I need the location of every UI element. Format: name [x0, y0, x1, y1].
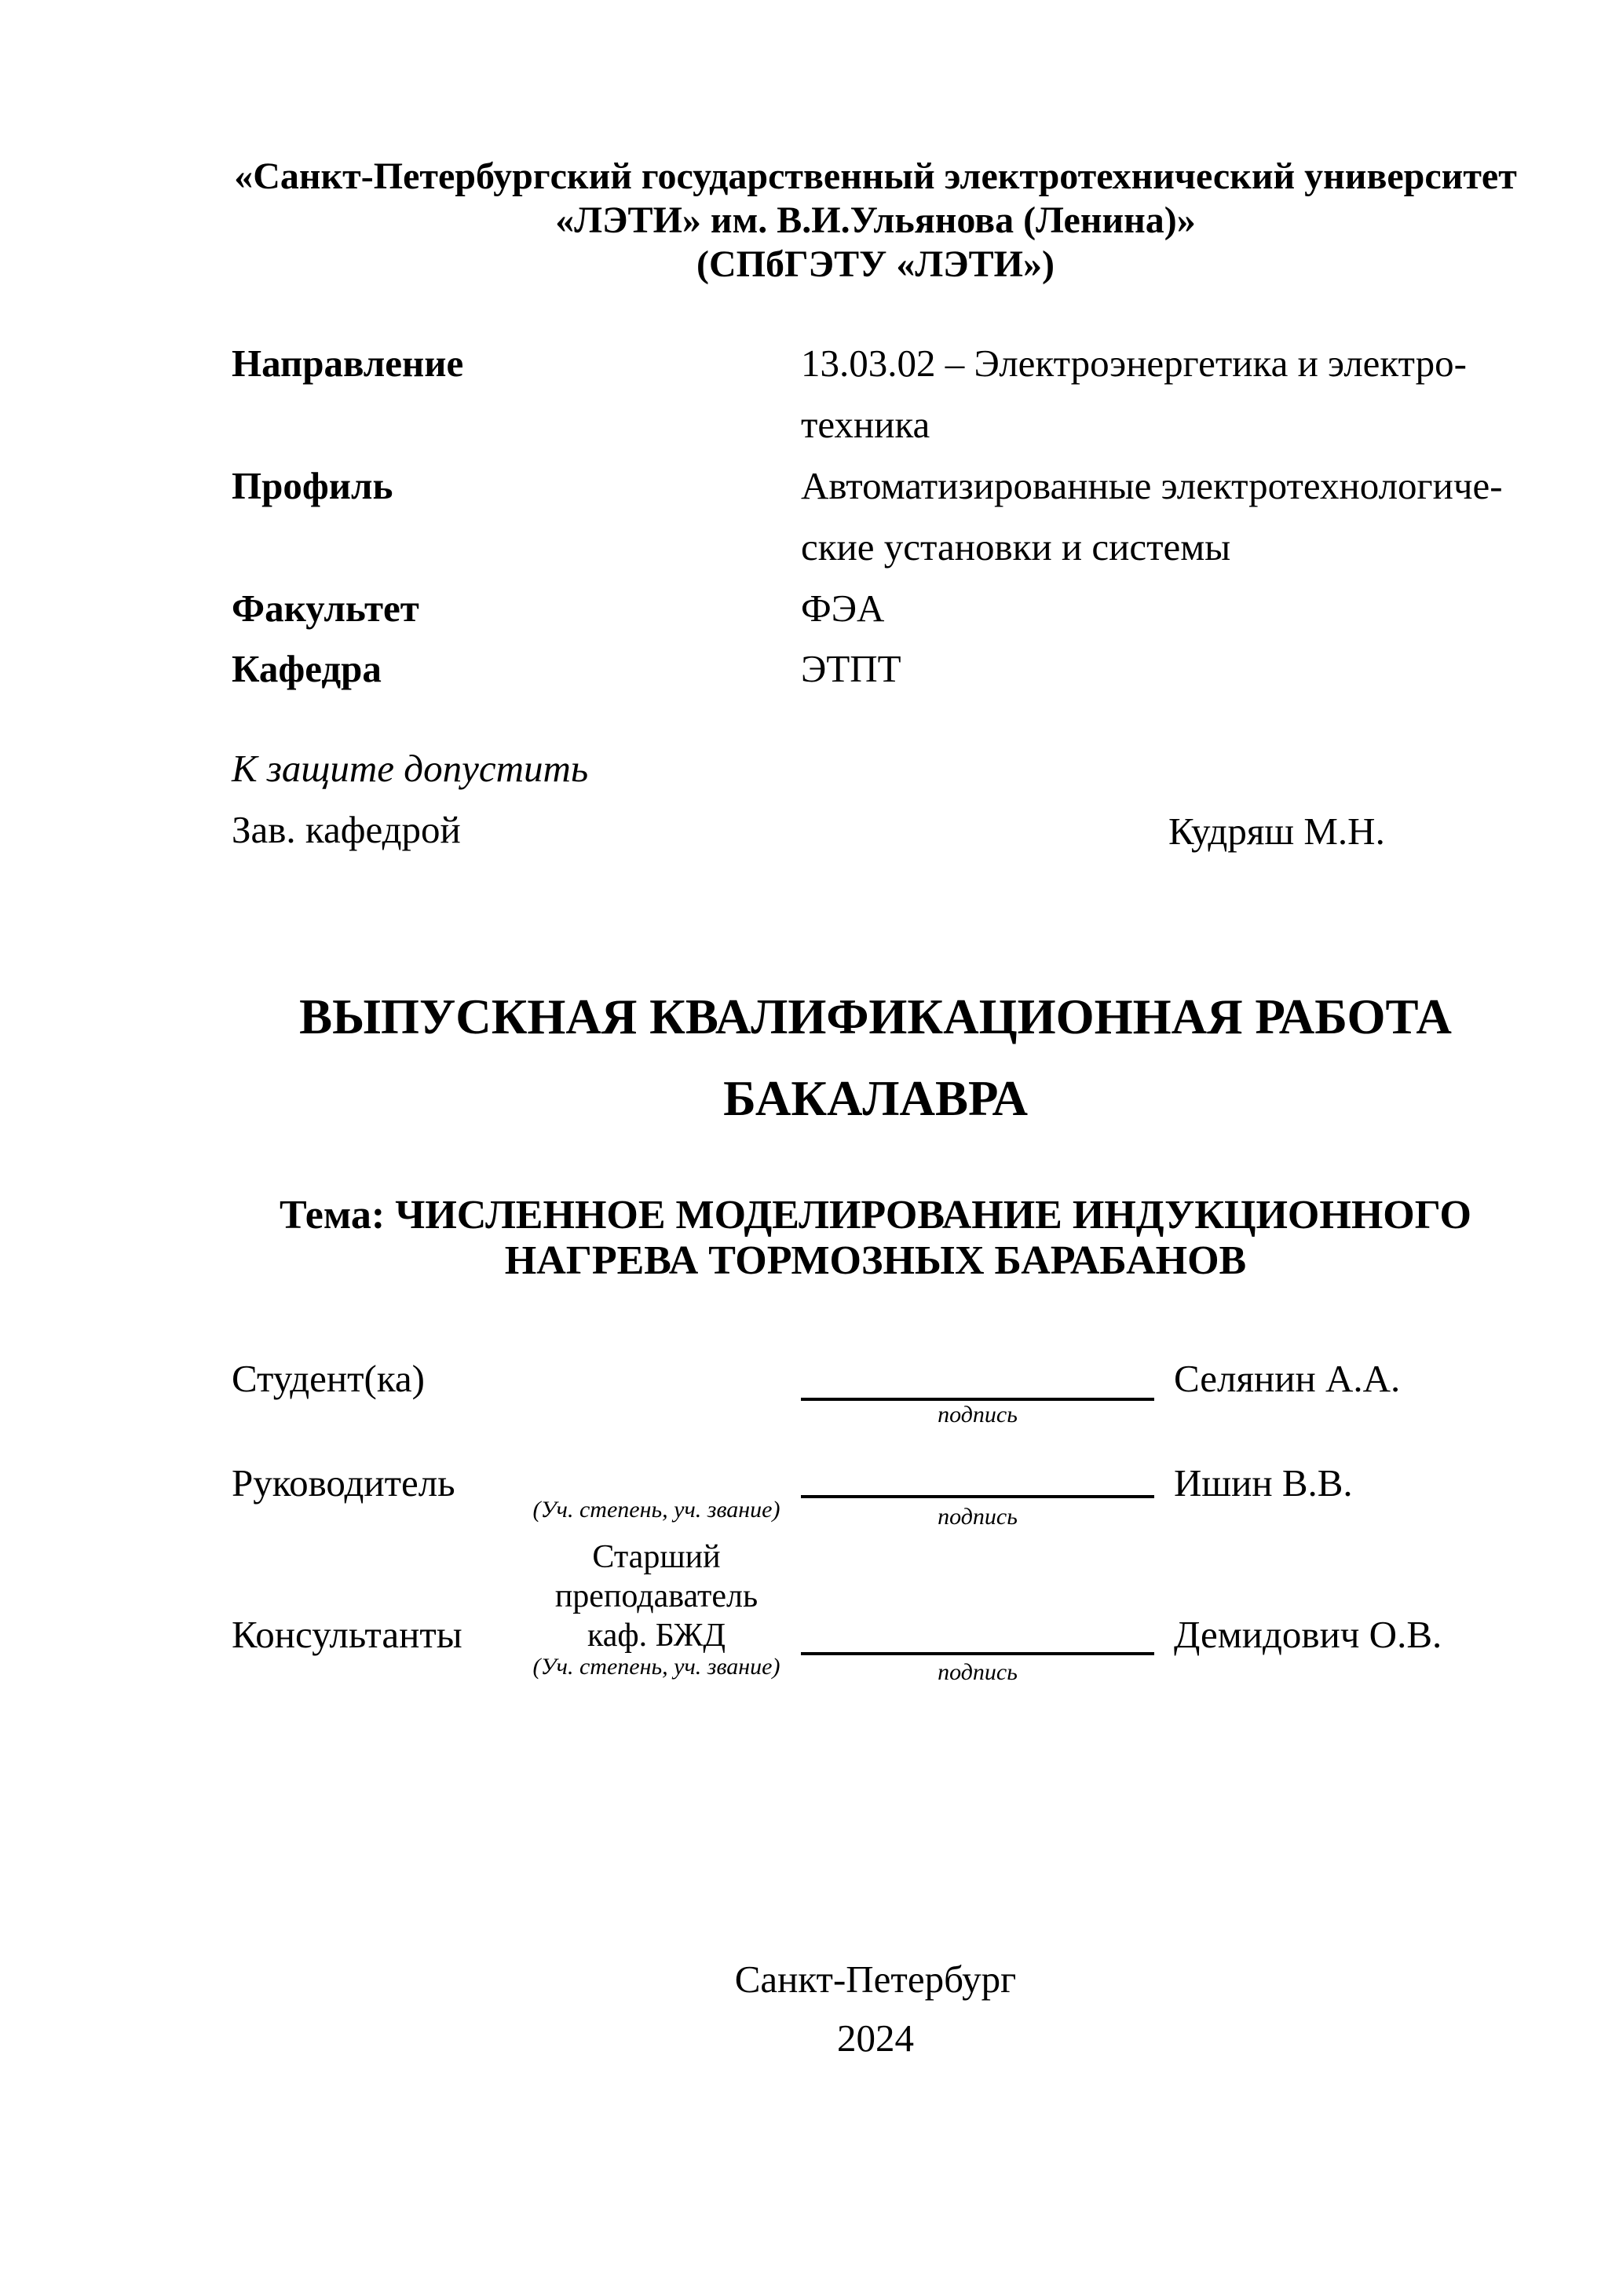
consultant-qualification-caption: (Уч. степень, уч. звание)	[532, 1654, 780, 1680]
supervisor-signature-line	[801, 1495, 1154, 1498]
field-direction-value-line-1: 13.03.02 – Электроэнергетика и электро-	[801, 342, 1467, 385]
theme-line-2: НАГРЕВА ТОРМОЗНЫХ БАРАБАНОВ	[504, 1238, 1247, 1283]
field-profile-value-line-2: ские установки и системы	[801, 525, 1231, 569]
consultant-signature-line	[801, 1652, 1154, 1655]
consultant-qualification-line-3: каф. БЖД	[587, 1618, 726, 1654]
field-direction-value-line-2: техника	[801, 403, 930, 446]
work-title-line-2: БАКАЛАВРА	[723, 1071, 1028, 1126]
consultant-name: Демидович О.В.	[1174, 1613, 1442, 1656]
admission-note: К защите допустить	[232, 747, 589, 790]
supervisor-role-label: Руководитель	[232, 1461, 455, 1504]
city-label: Санкт-Петербург	[734, 1958, 1017, 2001]
consultant-signature-caption: подпись	[938, 1659, 1018, 1685]
field-profile-label: Профиль	[232, 464, 393, 507]
year-label: 2024	[837, 2016, 914, 2060]
field-profile-value-line-1: Автоматизированные электротехнологиче-	[801, 464, 1503, 507]
student-role-label: Студент(ка)	[232, 1357, 425, 1400]
work-title-line-1: ВЫПУСКНАЯ КВАЛИФИКАЦИОННАЯ РАБОТА	[299, 989, 1452, 1044]
supervisor-qualification-caption: (Уч. степень, уч. звание)	[532, 1497, 780, 1523]
field-faculty-label: Факультет	[232, 587, 419, 630]
supervisor-name: Ишин В.В.	[1174, 1461, 1353, 1504]
consultant-role-label: Консультанты	[232, 1613, 462, 1656]
head-of-department-name: Кудряш М.Н.	[1168, 810, 1385, 853]
theme-line-1: Тема: ЧИСЛЕННОЕ МОДЕЛИРОВАНИЕ ИНДУКЦИОННОГО	[280, 1193, 1471, 1238]
student-signature-line	[801, 1398, 1154, 1401]
consultant-qualification-line-1: Старший	[592, 1539, 721, 1575]
consultant-qualification-line-2: преподаватель	[554, 1578, 758, 1614]
university-name-line-2: «ЛЭТИ» им. В.И.Ульянова (Ленина)»	[555, 199, 1196, 241]
university-name-line-1: «Санкт-Петербургский государственный электротехнический университет	[234, 155, 1517, 197]
field-department-label: Кафедра	[232, 647, 382, 690]
head-of-department-label: Зав. кафедрой	[232, 808, 461, 851]
university-name-line-3: (СПбГЭТУ «ЛЭТИ»)	[696, 243, 1055, 285]
supervisor-signature-caption: подпись	[938, 1504, 1018, 1530]
field-faculty-value: ФЭА	[801, 587, 885, 630]
field-department-value: ЭТПТ	[801, 647, 901, 690]
student-signature-caption: подпись	[938, 1402, 1018, 1428]
field-direction-label: Направление	[232, 342, 464, 385]
student-name: Селянин А.А.	[1174, 1357, 1401, 1400]
